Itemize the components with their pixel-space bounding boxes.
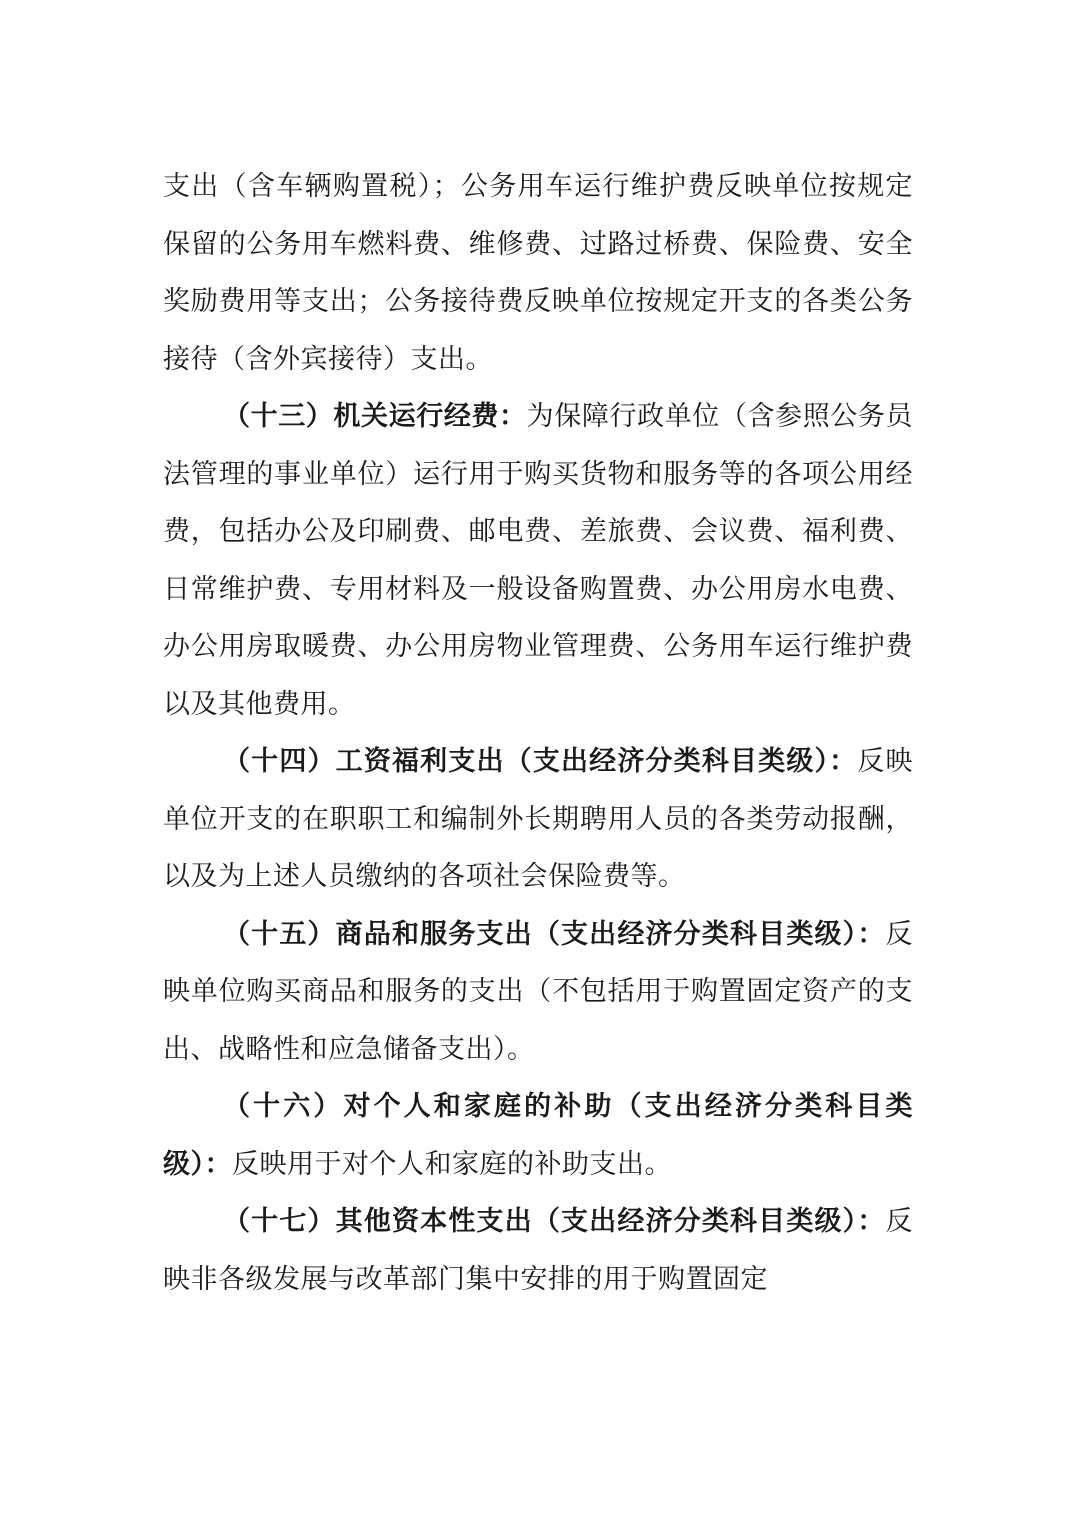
paragraph-16 — [163, 1078, 913, 1193]
paragraph-continuation — [163, 158, 913, 388]
paragraph-heading: （十三）机关运行经费： — [223, 401, 527, 432]
paragraph-text: 反映非各级发展与改革部门集中安排的用于购置固定 — [163, 1206, 913, 1295]
paragraph-15 — [163, 906, 913, 1079]
paragraph-heading: （十五）商品和服务支出（支出经济分类科目类级）： — [223, 918, 886, 950]
paragraph-17 — [163, 1193, 913, 1308]
paragraph-text: 反映用于对个人和家庭的补助支出。 — [232, 1148, 672, 1180]
document-body — [163, 158, 913, 1308]
paragraph-13 — [163, 388, 913, 733]
paragraph-text: 反映单位购买商品和服务的支出（不包括用于购置固定资产的支出、战略性和应急储备支出）。 — [163, 918, 913, 1065]
paragraph-text: 支出（含车辆购置税）；公务用车运行维护费反映单位按规定保留的公务用车燃料费、维修费、过路过桥费、保险费、安全奖励费用等支出；公务接待费反映单位按规定开支的各类公务接待（含外宾接待）支出。 — [163, 171, 913, 375]
paragraph-heading: （十四）工资福利支出（支出经济分类科目类级）： — [223, 746, 858, 777]
paragraph-heading: （十七）其他资本性支出（支出经济分类科目类级）： — [223, 1206, 886, 1237]
paragraph-14 — [163, 733, 913, 906]
paragraph-text: 反映单位开支的在职职工和编制外长期聘用人员的各类劳动报酬，以及为上述人员缴纳的各项社会保险费等。 — [163, 746, 914, 892]
paragraph-heading: （十六）对个人和家庭的补助（支出经济分类科目类级）： — [163, 1091, 913, 1180]
paragraph-text: 为保障行政单位（含参照公务员法管理的事业单位）运行用于购买货物和服务等的各项公用经费，包括办公及印刷费、邮电费、差旅费、会议费、福利费、日常维护费、专用材料及一般设备购置费、办公用房水电费、办公用房取暖费、办公用房物业管理费、公务用车运行维护费以及其他费用。 — [163, 401, 914, 720]
